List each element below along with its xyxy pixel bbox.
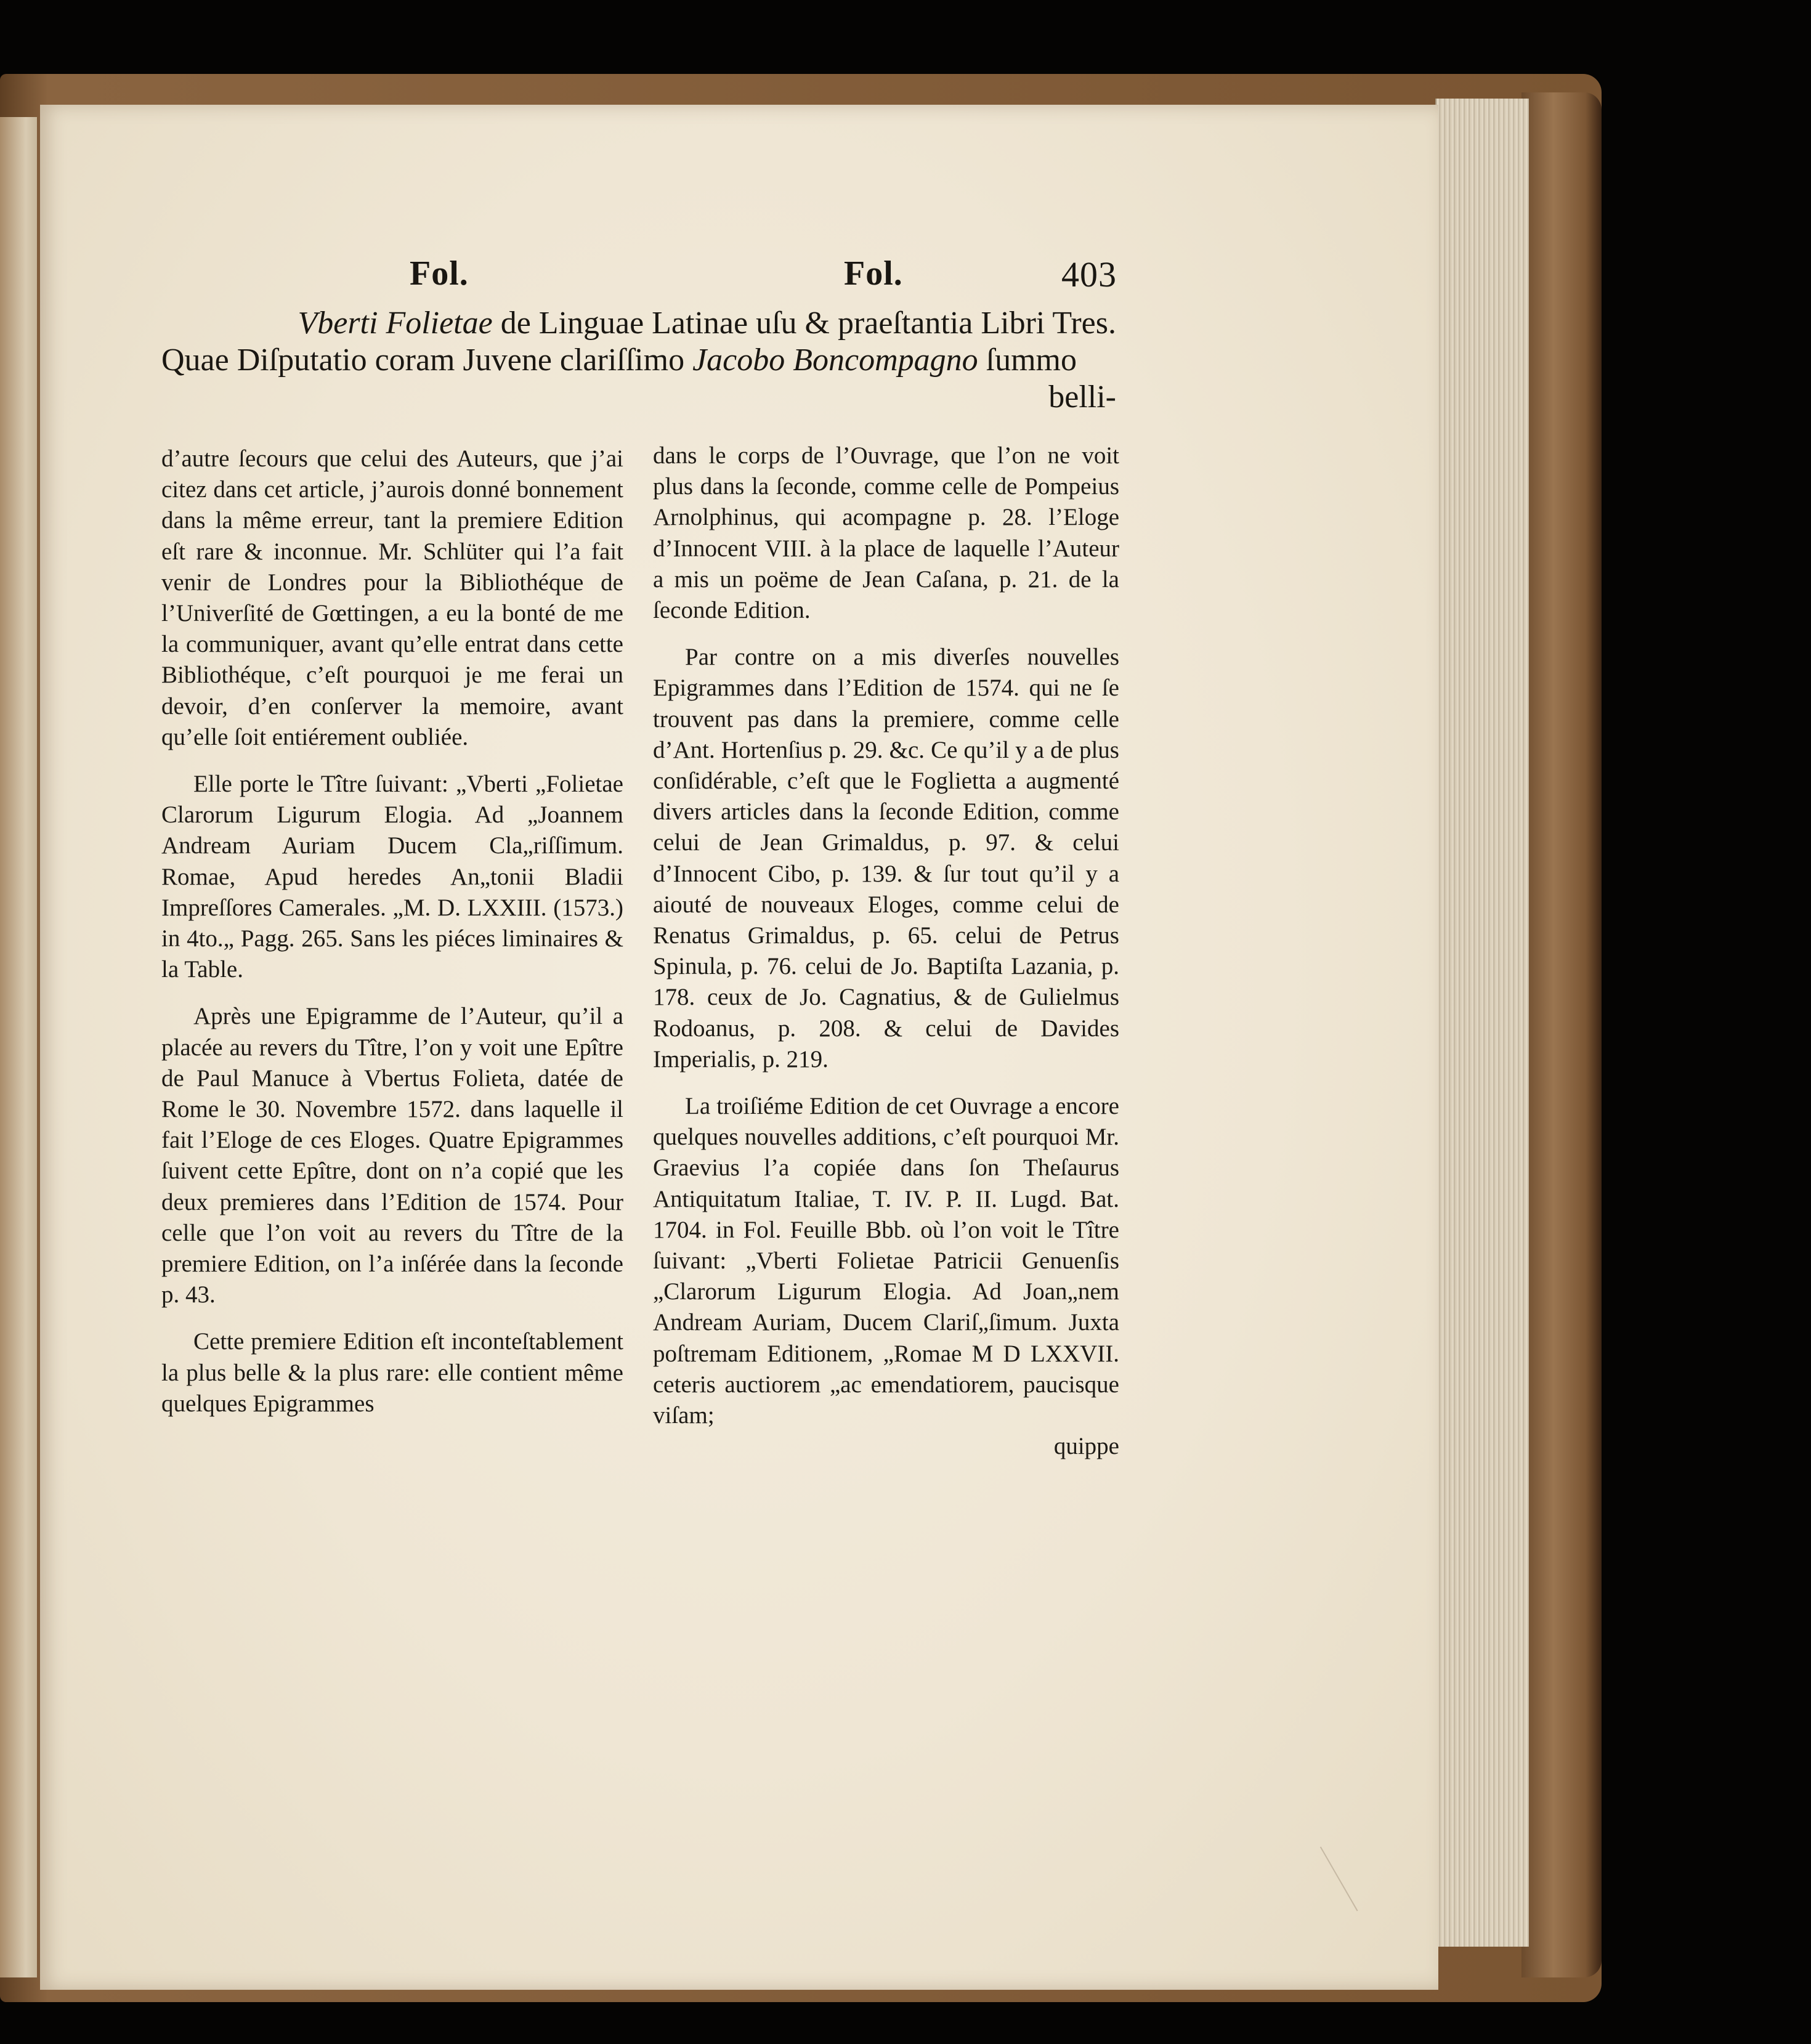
catchword: quippe [1053, 1433, 1119, 1460]
right-column [653, 440, 1119, 1478]
paragraph: dans le corps de l’Ouvrage, que l’on ne voit plus dans la ſeconde, comme celle de Pompeius Arnolphinus, qui acompagne p. 28. l’Eloge d’Innocent VIII. à la place de laquelle l’Auteur a mis un poëme de Jean Caſana, p. 21. de la ſeconde Edition. [653, 442, 1119, 624]
entry-title [161, 305, 1116, 416]
facing-page-edge [0, 117, 37, 1977]
title-text: ſummo [978, 343, 1077, 378]
left-column [161, 444, 623, 1435]
title-dedicatee: Jacobo Boncompagno [692, 343, 978, 378]
running-head-right: Fol. [844, 254, 903, 293]
title-line-1 [161, 305, 1116, 342]
paragraph: Par contre on a mis diverſes nouvelles Epigrammes dans l’Edition de 1574. qui ne ſe trouvent pas dans la premiere, comme celle d’Ant. Hortenſius p. 29. &c. Ce qu’il y a de plus conſidérable, c’eſt que le Foglietta a augmenté divers articles dans la ſeconde Edition, comme celui de Jean Grimaldus, p. 97. & celui d’Innocent Cibo, p. 139. & ſur tout qu’il y a aiouté de nouveaux Eloges, comme celui de Renatus Grimaldus, p. 65. celui de Petrus Spinula, p. 76. celui de Jo. Baptiſta Lazania, p. 178. ceux de Jo. Cagnatius, & de Gulielmus Rodoanus, p. 208. & celui de Davides Imperialis, p. 219. [653, 644, 1119, 1073]
running-head-left: Fol. [410, 254, 469, 293]
paragraph: Elle porte le Tître ſuivant: „Vberti „Folietae Clarorum Ligurum Elogia. Ad „Joannem Andream Auriam Ducem Cla„riſſimum. Romae, Apud heredes An„tonii Bladii Impreſſores Camerales. „M. D. LXXIII. (1573.) in 4to.„ Pagg. 265. Sans les piéces liminaires & la Table. [161, 771, 623, 983]
title-text: de Linguae Latinae uſu & praeſtantia Libri Tres. [492, 306, 1116, 341]
paragraph: Cette premiere Edition eſt inconteſtablement la plus belle & la plus rare: elle contient même quelques Epigrammes [161, 1328, 623, 1417]
page-number: 403 [1061, 254, 1117, 294]
paragraph: Après une Epigramme de l’Auteur, qu’il a placée au revers du Tître, l’on y voit une Epître de Paul Manuce à Vbertus Folieta, datée de Rome le 30. Novembre 1572. dans laquelle il fait l’Eloge de ces Eloges. Quatre Epigrammes ſuivent cette Epître, dont on n’a copié que les deux premieres dans l’Edition de 1574. Pour celle que l’on voit au revers du Tître de la premiere Edition, on l’a inſérée dans la ſeconde p. 43. [161, 1003, 623, 1308]
paragraph: La troiſiéme Edition de cet Ouvrage a encore quelques nouvelles additions, c’eſt pourquoi Mr. Graevius l’a copiée dans ſon Theſaurus Antiquitatum Italiae, T. IV. P. II. Lugd. Bat. 1704. in Fol. Feuille Bbb. où l’on voit le Tître ſuivant: „Vberti Folietae Patricii Genuenſis „Clarorum Ligurum Elogia. Ad Joan„nem Andream Auriam, Ducem Clariſ„ſimum. Juxta poſtremam Editionem, „Romae M D LXXVII. ceteris auctiorem „ac emendatiorem, paucisque viſam; [653, 1093, 1119, 1429]
title-line-3: belli- [1048, 379, 1116, 415]
page-edges [1435, 99, 1529, 1947]
title-text: Quae Diſputatio coram Juvene clariſſimo [161, 343, 693, 378]
paragraph: d’autre ſecours que celui des Auteurs, que j’ai citez dans cet article, j’aurois donné bonnement dans la même erreur, tant la premiere Edition eſt rare & inconnue. Mr. Schlüter qui l’a fait venir de Londres pour la Bibliothéque de l’Univerſité de Gœttingen, a eu la bonté de me la communiquer, avant qu’elle entrat dans cette Bibliothéque, c’eſt pourquoi je me ferai un devoir, d’en conſerver la memoire, avant qu’elle ſoit entiérement oubliée. [161, 445, 623, 750]
title-line-2 [161, 342, 1116, 379]
book-cover-edge [1521, 92, 1602, 1977]
title-author: Vberti Folietae [298, 306, 493, 341]
